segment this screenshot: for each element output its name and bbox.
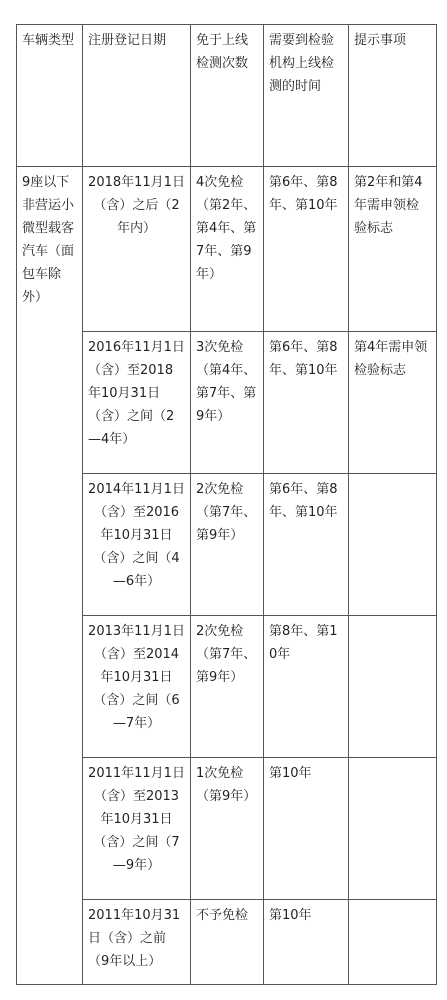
exempt-count-cell: 4次免检（第2年、第4年、第7年、第9年） — [191, 167, 264, 332]
registration-date-cell: 2018年11月1日（含）之后（2年内） — [83, 167, 191, 332]
inspection-time-cell: 第10年 — [264, 758, 349, 900]
tips-cell — [349, 474, 437, 616]
header-vehicle-type: 车辆类型 — [17, 25, 83, 167]
header-inspection-time: 需要到检验机构上线检测的时间 — [264, 25, 349, 167]
table-row — [17, 167, 437, 332]
exempt-count-cell: 2次免检（第7年、第9年） — [191, 616, 264, 758]
registration-date-cell: 2016年11月1日（含）至2018年10月31日（含）之间（2—4年） — [83, 332, 191, 474]
inspection-time-cell: 第6年、第8年、第10年 — [264, 474, 349, 616]
registration-date-cell: 2013年11月1日（含）至2014年10月31日（含）之间（6—7年） — [83, 616, 191, 758]
inspection-time-cell: 第10年 — [264, 900, 349, 985]
exempt-count-cell: 1次免检（第9年） — [191, 758, 264, 900]
tips-cell: 第4年需申领检验标志 — [349, 332, 437, 474]
exempt-count-cell: 2次免检（第7年、第9年） — [191, 474, 264, 616]
inspection-exemption-table — [16, 24, 437, 985]
tips-cell — [349, 758, 437, 900]
header-tips: 提示事项 — [349, 25, 437, 167]
tips-cell: 第2年和第4年需申领检验标志 — [349, 167, 437, 332]
header-row — [17, 25, 437, 167]
registration-date-cell: 2011年11月1日（含）至2013年10月31日（含）之间（7—9年） — [83, 758, 191, 900]
exempt-count-cell: 3次免检（第4年、第7年、第9年） — [191, 332, 264, 474]
registration-date-cell: 2014年11月1日（含）至2016年10月31日（含）之间（4—6年） — [83, 474, 191, 616]
inspection-time-cell: 第6年、第8年、第10年 — [264, 332, 349, 474]
vehicle-type-cell: 9座以下非营运小微型载客汽车（面包车除外） — [17, 167, 83, 985]
header-exempt-count: 免于上线检测次数 — [191, 25, 264, 167]
header-registration-date: 注册登记日期 — [83, 25, 191, 167]
inspection-time-cell: 第6年、第8年、第10年 — [264, 167, 349, 332]
inspection-time-cell: 第8年、第10年 — [264, 616, 349, 758]
tips-cell — [349, 900, 437, 985]
exempt-count-cell: 不予免检 — [191, 900, 264, 985]
tips-cell — [349, 616, 437, 758]
registration-date-cell: 2011年10月31日（含）之前（9年以上） — [83, 900, 191, 985]
